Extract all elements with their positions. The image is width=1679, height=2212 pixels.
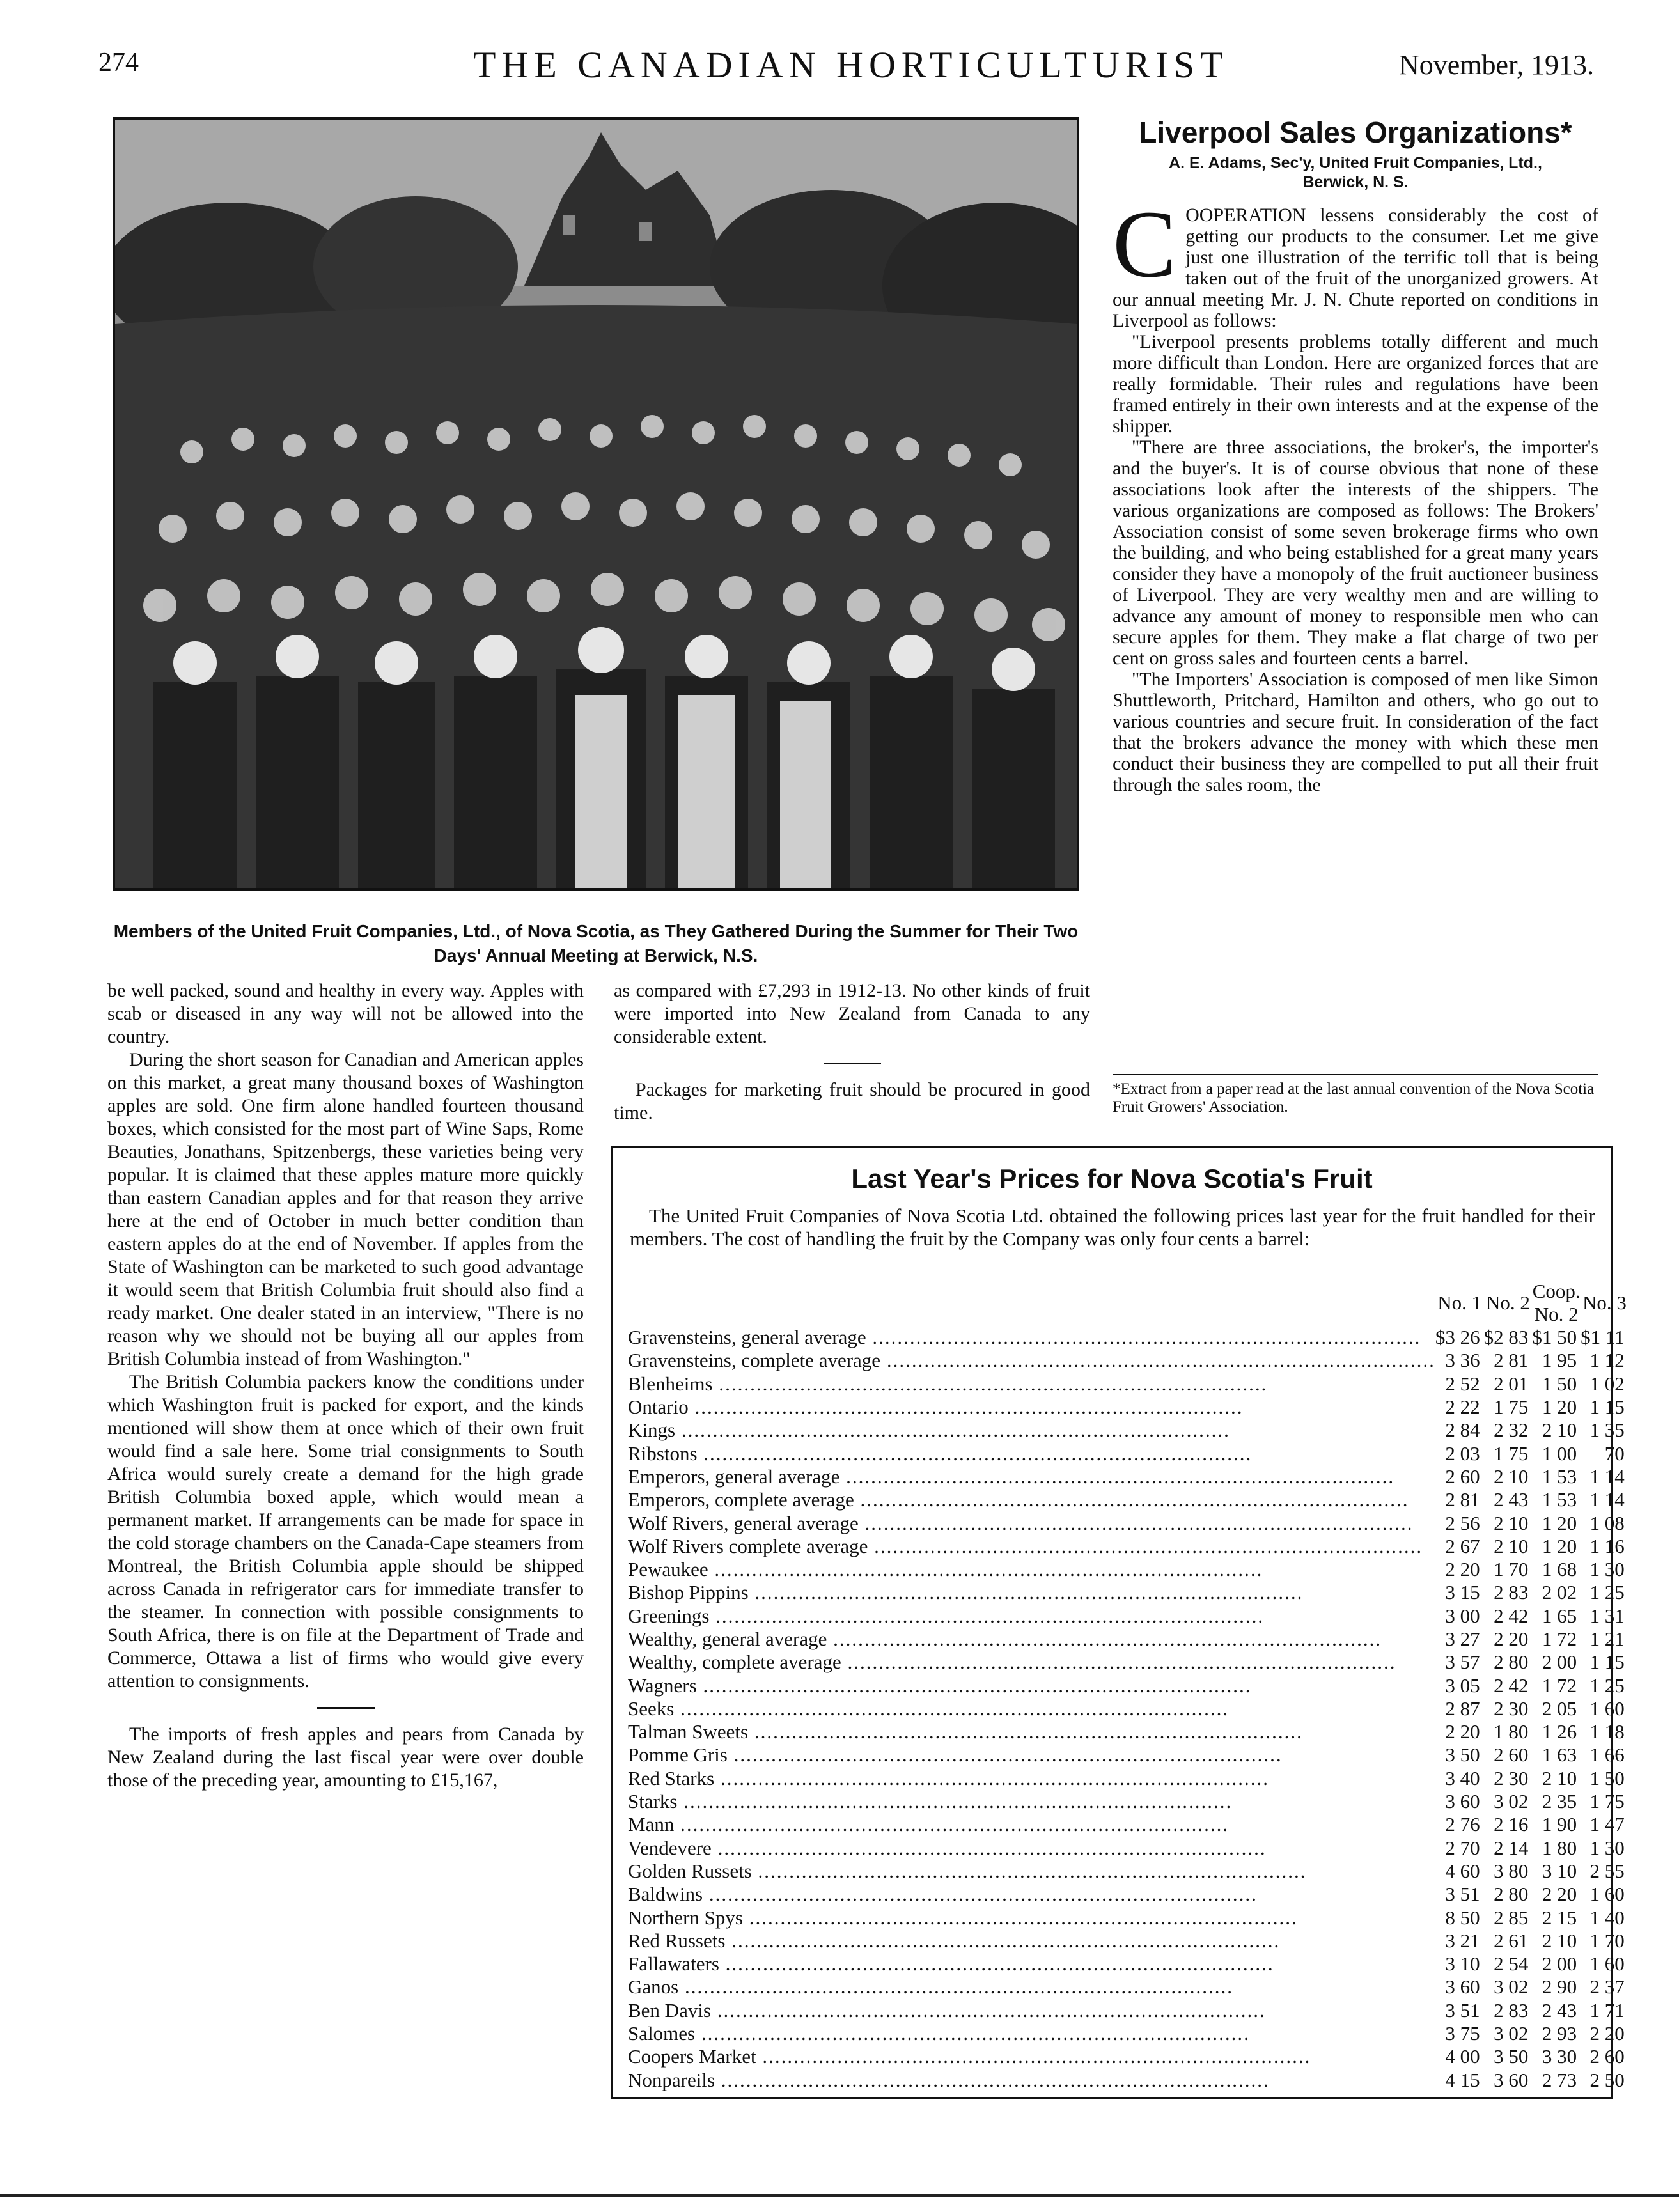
price-table	[628, 1280, 1628, 2092]
price-cell: 1 95	[1542, 1349, 1577, 1372]
table-row	[628, 1697, 1628, 1720]
price-cell: 1 30	[1589, 1836, 1625, 1859]
variety-name	[628, 1767, 1435, 1790]
table-row	[628, 1674, 1628, 1697]
price-cell: 1 63	[1542, 1743, 1577, 1766]
price-cell: 1 75	[1494, 1442, 1529, 1465]
price-cell: 1 31	[1589, 1604, 1625, 1627]
price-cell: 1 15	[1589, 1651, 1625, 1674]
variety-name	[628, 1488, 1435, 1511]
table-row	[628, 1628, 1628, 1651]
table-row	[628, 1419, 1628, 1442]
variety-name	[628, 1396, 1435, 1419]
price-cell: 2 54	[1494, 1952, 1529, 1975]
table-row	[628, 1952, 1628, 1975]
variety-name	[628, 2022, 1435, 2045]
paragraph: The imports of fresh apples and pears from Canada by New Zealand during the last fiscal year were over double those of the preceding year, amounting to £15,167,	[107, 1724, 584, 1791]
footnote: *Extract from a paper read at the last annual convention of the Nova Scotia Fruit Growers' Association.	[1113, 1080, 1595, 1116]
price-cell: 3 27	[1445, 1628, 1480, 1650]
price-cell: 4 15	[1445, 2068, 1480, 2091]
variety-name	[628, 1860, 1435, 1883]
price-cell: 1 66	[1589, 1743, 1625, 1766]
variety-name	[628, 1790, 1435, 1813]
price-cell: 2 22	[1445, 1396, 1480, 1419]
price-cell: 1 90	[1542, 1813, 1577, 1836]
variety-name	[628, 1581, 1435, 1604]
price-cell: 3 02	[1494, 1975, 1529, 1998]
variety-label: Ganos .....	[628, 1975, 1233, 1998]
variety-label: Talman Sweets .....	[628, 1720, 1303, 1743]
variety-name	[628, 1999, 1435, 2022]
column-header: No. 3	[1582, 1291, 1627, 1314]
price-cell: 1 71	[1589, 1998, 1625, 2021]
section-divider	[317, 1707, 375, 1709]
price-cell: 1 25	[1589, 1581, 1625, 1604]
price-cell: 2 10	[1494, 1465, 1529, 1488]
price-cell: 1 20	[1542, 1511, 1577, 1534]
price-cell: 2 20	[1542, 1883, 1577, 1906]
price-cell: 3 40	[1445, 1766, 1480, 1789]
price-cell: 2 20	[1589, 2022, 1625, 2045]
variety-name	[628, 2069, 1435, 2092]
table-row	[628, 1373, 1628, 1396]
price-cell: 2 55	[1589, 1859, 1625, 1882]
variety-label: Wealthy, complete average .....	[628, 1651, 1396, 1673]
price-cell: 2 02	[1542, 1581, 1577, 1604]
price-cell: 2 20	[1445, 1720, 1480, 1743]
price-cell: 2 93	[1542, 2022, 1577, 2045]
price-cell: 2 30	[1494, 1766, 1529, 1789]
section-divider	[824, 1063, 881, 1064]
price-cell: 2 87	[1445, 1697, 1480, 1720]
price-cell: 3 02	[1494, 1790, 1529, 1813]
variety-label: Seeks .....	[628, 1697, 1229, 1720]
price-cell: 2 76	[1445, 1813, 1480, 1836]
price-cell: 4 60	[1445, 1859, 1480, 1882]
price-cell: 1 72	[1542, 1674, 1577, 1697]
price-cell: 1 80	[1494, 1720, 1529, 1743]
variety-label: Emperors, general average .....	[628, 1465, 1394, 1488]
price-cell: 2 10	[1494, 1534, 1529, 1557]
price-cell: 1 80	[1542, 1836, 1577, 1859]
variety-label: Baldwins .....	[628, 1883, 1258, 1905]
variety-label: Starks .....	[628, 1790, 1232, 1812]
price-cell: 1 65	[1542, 1604, 1577, 1627]
price-cell: 1 21	[1589, 1628, 1625, 1650]
variety-label: Mann .....	[628, 1813, 1229, 1835]
page-number: 274	[98, 48, 139, 77]
first-paragraph-text: OOPERATION lessens considerably the cost of getting our products to the consumer. Let me give just one illustration of the terrific toll that is being taken out of the fruit of the unorganized growers. At our annual meeting Mr. J. N. Chute reported on conditions in Liverpool as follows:	[1113, 205, 1598, 331]
price-cell: 1 70	[1589, 1929, 1625, 1952]
table-intro-text: The United Fruit Companies of Nova Scotia Ltd. obtained the following prices last year for the fruit handled for their members. The cost of handling the fruit by the Company was only four cents a barrel:	[630, 1204, 1595, 1250]
price-cell: 1 60	[1589, 1697, 1625, 1720]
price-cell: 2 42	[1494, 1674, 1529, 1697]
article-column-1	[107, 979, 584, 1792]
table-row	[628, 1813, 1628, 1836]
price-cell: 3 02	[1494, 2022, 1529, 2045]
price-cell: 2 90	[1542, 1975, 1577, 1998]
price-cell: 1 15	[1589, 1396, 1625, 1419]
table-row	[628, 1535, 1628, 1558]
price-cell: 2 43	[1494, 1488, 1529, 1511]
variety-name	[628, 1975, 1435, 1998]
price-cell: 3 57	[1445, 1651, 1480, 1674]
price-cell: 1 00	[1542, 1442, 1577, 1465]
column-header: Coop. No. 2	[1532, 1280, 1581, 1325]
article-title: Liverpool Sales Organizations*	[1139, 116, 1572, 149]
table-row	[628, 1442, 1628, 1465]
drop-cap: C	[1113, 191, 1177, 297]
variety-label: Vendevere .....	[628, 1837, 1267, 1859]
table-row	[628, 1975, 1628, 1998]
price-cell: 2 20	[1445, 1558, 1480, 1581]
variety-label: Coopers Market .....	[628, 2045, 1311, 2068]
page-bottom-rule	[0, 2194, 1679, 2197]
paragraph: as compared with £7,293 in 1912-13. No other kinds of fruit were imported into New Zealand from Canada to any considerable extent.	[614, 980, 1090, 1047]
variety-label: Blenheims .....	[628, 1373, 1267, 1395]
variety-name	[628, 1906, 1435, 1929]
variety-name	[628, 1558, 1435, 1581]
price-cell: 2 83	[1494, 1998, 1529, 2021]
variety-label: Nonpareils .....	[628, 2069, 1270, 2091]
price-cell: 3 60	[1445, 1790, 1480, 1813]
price-cell: 3 36	[1445, 1349, 1480, 1372]
byline-line-1: A. E. Adams, Sec'y, United Fruit Companies, Ltd.,	[1169, 154, 1542, 172]
table-row	[628, 1558, 1628, 1581]
variety-label: Salomes .....	[628, 2022, 1250, 2045]
variety-label: Bishop Pippins .....	[628, 1581, 1303, 1603]
variety-label: Red Russets .....	[628, 1929, 1280, 1952]
variety-name	[628, 1442, 1435, 1465]
table-header-row	[628, 1280, 1628, 1326]
price-cell: 2 50	[1589, 2068, 1625, 2091]
group-photo	[113, 117, 1079, 891]
table-title: Last Year's Prices for Nova Scotia's Fruit	[851, 1164, 1373, 1194]
variety-name	[628, 1837, 1435, 1860]
price-cell: 2 80	[1494, 1651, 1529, 1674]
price-cell: 1 26	[1542, 1720, 1577, 1743]
table-intro	[630, 1204, 1595, 1250]
masthead-title: THE CANADIAN HORTICULTURIST	[473, 44, 1229, 86]
article-column-2	[614, 979, 1090, 1125]
price-cell: 2 00	[1542, 1651, 1577, 1674]
variety-label: Kings .....	[628, 1419, 1230, 1441]
paragraph: "There are three associations, the broker's, the importer's and the buyer's. It is of course obvious that none of these associations look after the interests of the shippers. The various organizations are composed as follows: The Brokers' Association consist of some seven brokerage firms who own the building, and who being established for a great many years consider they have a monopoly of the fruit auctioneer business of Liverpool. They are very wealthy men and are willing to advance any amount of money to responsible men who can secure apples for them. They make a flat charge of two per cent on gross sales and fourteen cents a barrel.	[1113, 437, 1598, 669]
variety-name	[628, 1326, 1435, 1349]
price-cell: 2 81	[1445, 1488, 1480, 1511]
variety-name	[628, 1535, 1435, 1558]
price-cell: 3 10	[1445, 1952, 1480, 1975]
price-cell: 3 00	[1445, 1604, 1480, 1627]
paragraph: be well packed, sound and healthy in every way. Apples with scab or diseased in any way will not be allowed into the country.	[107, 980, 584, 1047]
price-cell: 1 40	[1589, 1906, 1625, 1929]
table-row	[628, 1743, 1628, 1766]
variety-name	[628, 1929, 1435, 1952]
table-row	[628, 1488, 1628, 1511]
variety-label: Ribstons .....	[628, 1442, 1252, 1465]
article-body	[1113, 191, 1598, 795]
table-body	[628, 1326, 1628, 2092]
table-row	[628, 1767, 1628, 1790]
price-cell: 3 60	[1494, 2068, 1529, 2091]
price-cell: 2 10	[1542, 1419, 1577, 1442]
price-cell: 2 05	[1542, 1697, 1577, 1720]
variety-name	[628, 2045, 1435, 2068]
variety-name	[628, 1465, 1435, 1488]
table-row	[628, 1605, 1628, 1628]
variety-label: Pewaukee .....	[628, 1558, 1263, 1580]
variety-label: Northern Spys .....	[628, 1906, 1298, 1929]
variety-label: Red Starks .....	[628, 1767, 1269, 1789]
variety-name	[628, 1349, 1435, 1372]
price-cell: 2 35	[1542, 1790, 1577, 1813]
price-cell: $2 83	[1483, 1326, 1529, 1349]
price-cell: 2 84	[1445, 1419, 1480, 1442]
price-cell: 2 32	[1494, 1419, 1529, 1442]
price-cell: 1 50	[1589, 1766, 1625, 1789]
table-row	[628, 1906, 1628, 1929]
group-photo-image	[115, 120, 1077, 888]
price-cell: 2 61	[1494, 1929, 1529, 1952]
price-cell: 1 14	[1589, 1488, 1625, 1511]
price-cell: 1 35	[1589, 1419, 1625, 1442]
price-cell: 2 81	[1494, 1349, 1529, 1372]
variety-name	[628, 1373, 1435, 1396]
table-row	[628, 1326, 1628, 1349]
price-cell: 1 30	[1589, 1558, 1625, 1581]
variety-label: Ontario .....	[628, 1396, 1243, 1418]
price-cell: 3 10	[1542, 1859, 1577, 1882]
paragraph: Packages for marketing fruit should be procured in good time.	[614, 1079, 1090, 1123]
price-cell: 3 60	[1445, 1975, 1480, 1998]
first-paragraph	[1113, 191, 1598, 331]
variety-label: Wolf Rivers, general average .....	[628, 1512, 1413, 1534]
variety-name	[628, 1605, 1435, 1628]
variety-name	[628, 1883, 1435, 1906]
price-cell: 3 50	[1494, 2045, 1529, 2068]
variety-name	[628, 1419, 1435, 1442]
price-cell: 1 60	[1589, 1952, 1625, 1975]
variety-name	[628, 1720, 1435, 1743]
paragraph: "Liverpool presents problems totally different and much more difficult than London. Here are organized forces that are really formidable. Their rules and regulations have been framed entirely in their own interests and at the expense of the shipper.	[1113, 331, 1598, 437]
variety-name	[628, 1743, 1435, 1766]
table-row	[628, 2045, 1628, 2068]
price-cell: 2 20	[1494, 1628, 1529, 1650]
table-row	[628, 2022, 1628, 2045]
price-cell: 3 75	[1445, 2022, 1480, 2045]
variety-label: Ben Davis .....	[628, 1999, 1266, 2021]
paragraph: The British Columbia packers know the conditions under which Washington fruit is packed for export, and the kinds mentioned will show them at once which of their own fruit would find a sale here. Some trial consignments to South Africa would surely create a demand for the high grade British Columbia boxed apple, which would mean a permanent market. If arrangements can be made for space in the cold storage chambers on the Canada-Cape steamers from Montreal, the British Columbia apple should be shipped across Canada in refrigerator cars for immediate transfer to the steamer. In connection with possible consignments to South Africa, there is on file at the Department of Trade and Commerce, Ottawa a list of firms who would give every attention to consignments.	[107, 1371, 584, 1692]
table-row	[628, 1465, 1628, 1488]
price-cell: 2 42	[1494, 1604, 1529, 1627]
table-row	[628, 1581, 1628, 1604]
price-cell: 70	[1604, 1442, 1625, 1465]
price-cell: 1 47	[1589, 1813, 1625, 1836]
price-cell: 4 00	[1445, 2045, 1480, 2068]
table-row	[628, 1396, 1628, 1419]
paragraph: "The Importers' Association is composed of men like Simon Shuttleworth, Pritchard, Hamilton and others, who go out to various countries and secure fruit. In consideration of the fact that the brokers advance the money with which these men conduct their business they are compelled to put all their fruit through the sales room, the	[1113, 669, 1598, 795]
price-cell: 1 72	[1542, 1628, 1577, 1650]
price-cell: 3 51	[1445, 1998, 1480, 2021]
issue-date: November, 1913.	[1399, 49, 1594, 81]
price-cell: 1 25	[1589, 1674, 1625, 1697]
price-cell: 1 08	[1589, 1511, 1625, 1534]
price-cell: 2 10	[1542, 1766, 1577, 1789]
price-cell: 2 85	[1494, 1906, 1529, 1929]
price-cell: 2 83	[1494, 1581, 1529, 1604]
table-row	[628, 1349, 1628, 1372]
price-cell: 1 16	[1589, 1534, 1625, 1557]
price-cell: 1 75	[1494, 1396, 1529, 1419]
price-cell: 2 80	[1494, 1883, 1529, 1906]
variety-label: Wealthy, general average .....	[628, 1628, 1382, 1650]
price-cell: 3 50	[1445, 1743, 1480, 1766]
table-row	[628, 1883, 1628, 1906]
table-row	[628, 1860, 1628, 1883]
byline-line-2: Berwick, N. S.	[1302, 173, 1409, 191]
variety-label: Wolf Rivers complete average .....	[628, 1535, 1423, 1557]
table-row	[628, 1790, 1628, 1813]
variety-name	[628, 1697, 1435, 1720]
variety-name	[628, 1651, 1435, 1674]
table-row	[628, 1929, 1628, 1952]
price-cell: 3 30	[1542, 2045, 1577, 2068]
variety-name	[628, 1813, 1435, 1836]
variety-label: Wagners .....	[628, 1674, 1251, 1697]
price-cell: 2 60	[1445, 1465, 1480, 1488]
price-cell: 8 50	[1445, 1906, 1480, 1929]
price-cell: 2 10	[1494, 1511, 1529, 1534]
table-row	[628, 2069, 1628, 2092]
price-cell: 2 37	[1589, 1975, 1625, 1998]
price-cell: 2 14	[1494, 1836, 1529, 1859]
price-cell: 2 03	[1445, 1442, 1480, 1465]
price-cell: 1 02	[1589, 1372, 1625, 1395]
price-cell: 3 15	[1445, 1581, 1480, 1604]
table-row	[628, 1511, 1628, 1534]
price-cell: 1 50	[1542, 1372, 1577, 1395]
footnote-rule	[1113, 1074, 1598, 1075]
price-cell: 2 16	[1494, 1813, 1529, 1836]
variety-name	[628, 1628, 1435, 1651]
price-cell: 1 12	[1589, 1349, 1625, 1372]
variety-name	[628, 1952, 1435, 1975]
variety-label: Fallawaters .....	[628, 1952, 1274, 1975]
price-cell: 1 53	[1542, 1465, 1577, 1488]
price-cell: 1 18	[1589, 1720, 1625, 1743]
table-row	[628, 1651, 1628, 1674]
price-cell: 2 67	[1445, 1534, 1480, 1557]
photo-caption: Members of the United Fruit Companies, Ltd., of Nova Scotia, as They Gathered During the Summer for Their Two Days' Annual Meeting at Berwick, N.S.	[113, 921, 1079, 965]
paragraph: During the short season for Canadian and American apples on this market, a great many thousand boxes of Washington apples are sold. One firm alone handled fourteen thousand boxes, which consisted for the most part of Wine Saps, Rome Beauties, Jonathans, Spitzenbergs, these varieties being very popular. It is claimed that these apples mature more quickly than eastern Canadian apples and for that reason they arrive here at the end of October in much better condition than eastern apples do at the end of November. If apples from the State of Washington can be marketed to such good advantage it would seem that British Columbia fruit should also find a ready market. One dealer stated in an interview, "There is no reason why we should not be buying all our apples from British Columbia instead of from Washington."	[107, 1049, 584, 1369]
price-cell: 3 21	[1445, 1929, 1480, 1952]
price-cell: 2 30	[1494, 1697, 1529, 1720]
variety-name	[628, 1674, 1435, 1697]
variety-label: Gravensteins, general average .....	[628, 1326, 1421, 1348]
price-cell: 2 60	[1589, 2045, 1625, 2068]
variety-label: Greenings .....	[628, 1605, 1264, 1627]
column-header: No. 1	[1437, 1291, 1482, 1314]
price-cell: 2 15	[1542, 1906, 1577, 1929]
table-row	[628, 1720, 1628, 1743]
price-cell: 2 00	[1542, 1952, 1577, 1975]
price-cell: 3 05	[1445, 1674, 1480, 1697]
price-cell: 2 43	[1542, 1998, 1577, 2021]
variety-label: Pomme Gris .....	[628, 1743, 1283, 1766]
price-cell: 1 75	[1589, 1790, 1625, 1813]
price-cell: 3 80	[1494, 1859, 1529, 1882]
price-cell: 1 68	[1542, 1558, 1577, 1581]
column-header	[628, 1280, 1435, 1326]
price-cell: 1 14	[1589, 1465, 1625, 1488]
price-cell: 1 53	[1542, 1488, 1577, 1511]
price-cell: $1 50	[1532, 1326, 1577, 1349]
price-cell: 2 52	[1445, 1372, 1480, 1395]
column-header: No. 2	[1486, 1291, 1530, 1314]
price-cell: 2 60	[1494, 1743, 1529, 1766]
price-cell: $3 26	[1435, 1326, 1480, 1349]
price-cell: 2 01	[1494, 1372, 1529, 1395]
price-cell: 2 73	[1542, 2068, 1577, 2091]
price-cell: 1 20	[1542, 1534, 1577, 1557]
price-cell: $1 11	[1581, 1326, 1625, 1349]
variety-label: Emperors, complete average .....	[628, 1488, 1409, 1511]
price-cell: 2 70	[1445, 1836, 1480, 1859]
variety-label: Gravensteins, complete average .....	[628, 1349, 1435, 1371]
price-cell: 2 10	[1542, 1929, 1577, 1952]
price-cell: 1 70	[1494, 1558, 1529, 1581]
variety-name	[628, 1511, 1435, 1534]
table-row	[628, 1837, 1628, 1860]
variety-label: Golden Russets .....	[628, 1860, 1307, 1882]
table-row	[628, 1999, 1628, 2022]
price-cell: 3 51	[1445, 1883, 1480, 1906]
price-cell: 1 20	[1542, 1396, 1577, 1419]
article-byline	[1113, 153, 1598, 192]
price-cell: 1 60	[1589, 1883, 1625, 1906]
price-cell: 2 56	[1445, 1511, 1480, 1534]
